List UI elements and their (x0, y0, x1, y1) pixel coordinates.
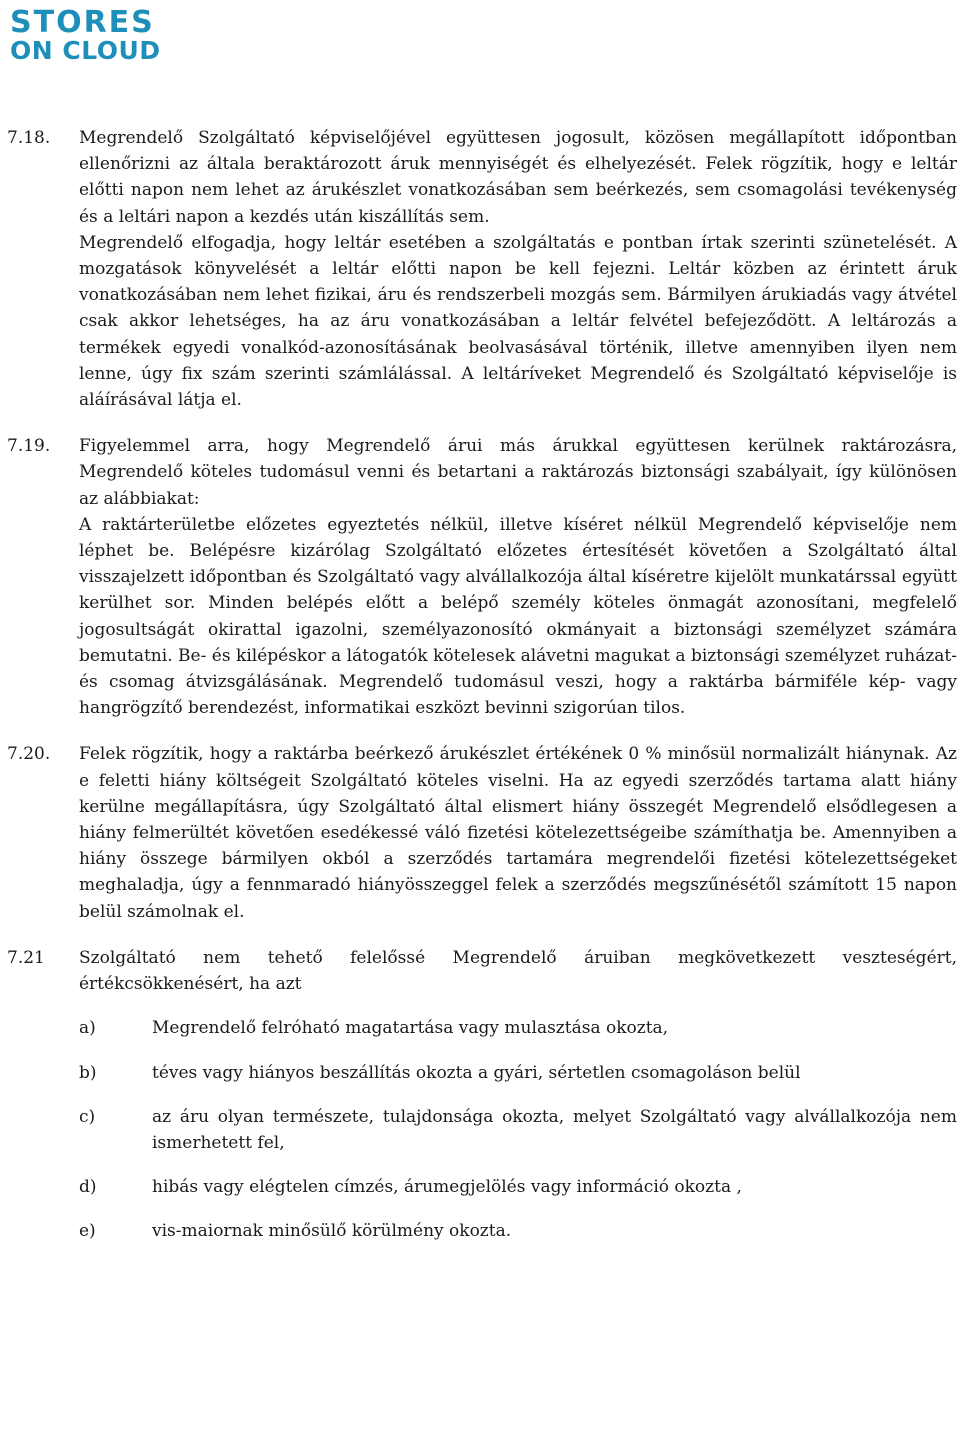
section-body (79, 125, 957, 413)
list-item (79, 1174, 957, 1200)
section-number: 7.21 (7, 947, 45, 968)
list-item (79, 1104, 957, 1156)
paragraph: Figyelemmel arra, hogy Megrendelő árui más árukkal együttesen kerülnek raktározásra, Megrendelő köteles tudomásul venni és betartani a raktározás biztonsági szabályait, így különösen az alábbiakat: (79, 436, 957, 509)
paragraph: Felek rögzítik, hogy a raktárba beérkező árukészlet értékének 0 % minősül normalizált hiánynak. Az e feletti hiány költségeit Szolgáltató köteles viselni. Ha az egyedi szerződés tartama alatt hiány kerülne megállapításra, úgy Szolgáltató által elismert hiány összegét Megrendelő elsődlegesen a hiány felmerültét követően esedékessé váló fizetési kötelezettségeibe számíthatja be. Amennyiben a hiány összege bármilyen okból a szerződés tartamára megrendelői fizetési kötelezettségeket meghaladja, úgy a fennmaradó hiányösszeggel felek a szerződés megszűnésétől számított 15 napon belül számolnak el. (79, 744, 957, 922)
list-item-text: vis-maiornak minősülő körülmény okozta. (152, 1221, 512, 1242)
list-item-label: e) (79, 1221, 96, 1242)
section-number: 7.20. (7, 744, 51, 765)
section-body (79, 741, 957, 924)
list-item-text: hibás vagy elégtelen címzés, árumegjelölés vagy információ okozta , (152, 1177, 742, 1198)
section-7-19 (7, 433, 957, 721)
list-item-label: d) (79, 1177, 97, 1198)
list-item-label: a) (79, 1018, 96, 1039)
section-body (79, 945, 957, 1263)
paragraph: Megrendelő elfogadja, hogy leltár esetében a szolgáltatás e pontban írtak szerinti szünetelését. A mozgatások könyvelését a leltár előtti napon be kell fejezni. Leltár közben az érintett áruk vonatkozásában nem lehet fizikai, áru és rendszerbeli mozgás sem. Bármilyen árukiadás vagy átvétel csak akkor lehetséges, ha az áru vonatkozásában a leltár felvétel befejeződött. A leltározás a termékek egyedi vonalkód-azonosításának beolvasásával történik, illetve amennyiben ilyen nem lenne, úgy fix szám szerinti számlálással. A leltáríveket Megrendelő és Szolgáltató képviselője is aláírásával látja el. (79, 232, 957, 411)
list-item-label: b) (79, 1062, 97, 1083)
section-number: 7.18. (7, 128, 51, 148)
paragraph: Szolgáltató nem tehető felelőssé Megrendelő áruiban megkövetkezett veszteségért, értékcsökkenésért, ha azt (79, 947, 957, 995)
list-item-text: az áru olyan természete, tulajdonsága okozta, melyet Szolgáltató vagy alvállalkozója nem ismerhetett fel, (152, 1106, 957, 1153)
logo-line-1: STORES (10, 5, 155, 40)
logo-line-2: ON CLOUD (10, 35, 161, 65)
section-7-18 (7, 125, 957, 413)
document-body (7, 125, 957, 1263)
condition-list (79, 1015, 957, 1244)
list-item (79, 1218, 957, 1244)
section-body (79, 433, 957, 721)
section-7-21 (7, 945, 957, 1263)
section-7-20 (7, 741, 957, 924)
section-number: 7.19. (7, 436, 51, 457)
list-item (79, 1015, 957, 1041)
list-item-text: téves vagy hiányos beszállítás okozta a gyári, sértetlen csomagoláson belül (152, 1062, 801, 1083)
paragraph: Megrendelő Szolgáltató képviselőjével együttesen jogosult, közösen megállapított időpontban ellenőrizni az általa beraktározott áruk mennyiségét és elhelyezését. Felek rögzítik, hogy e leltár előtti napon nem lehet az árukészlet vonatkozásában sem beérkezés, sem csomagolási tevékenység és a leltári napon a kezdés után kiszállítás sem. (79, 128, 957, 227)
list-item-label: c) (79, 1106, 96, 1127)
stores-on-cloud-logo (10, 5, 161, 65)
paragraph: A raktárterületbe előzetes egyeztetés nélkül, illetve kíséret nélkül Megrendelő képviselője nem léphet be. Belépésre kizárólag Szolgáltató előzetes értesítését követően a Szolgáltató által visszajelzett időpontban és Szolgáltató vagy alvállalkozója által kíséretre kijelölt munkatárssal együtt kerülhet sor. Minden belépés előtt a belépő személy köteles önmagát azonosítani, megfelelő jogosultságát okirattal igazolni, személyazonosító okmányait a biztonsági személyzet számára bemutatni. Be- és kilépéskor a látogatók kötelesek alávetni magukat a biztonsági személyzet ruházat- és csomag átvizsgálásának. Megrendelő tudomásul veszi, hogy a raktárba bármiféle kép- vagy hangrögzítő berendezést, informatikai eszközt bevinni szigorúan tilos. (79, 514, 957, 719)
list-item-text: Megrendelő felróható magatartása vagy mulasztása okozta, (152, 1018, 669, 1039)
list-item (79, 1060, 957, 1086)
